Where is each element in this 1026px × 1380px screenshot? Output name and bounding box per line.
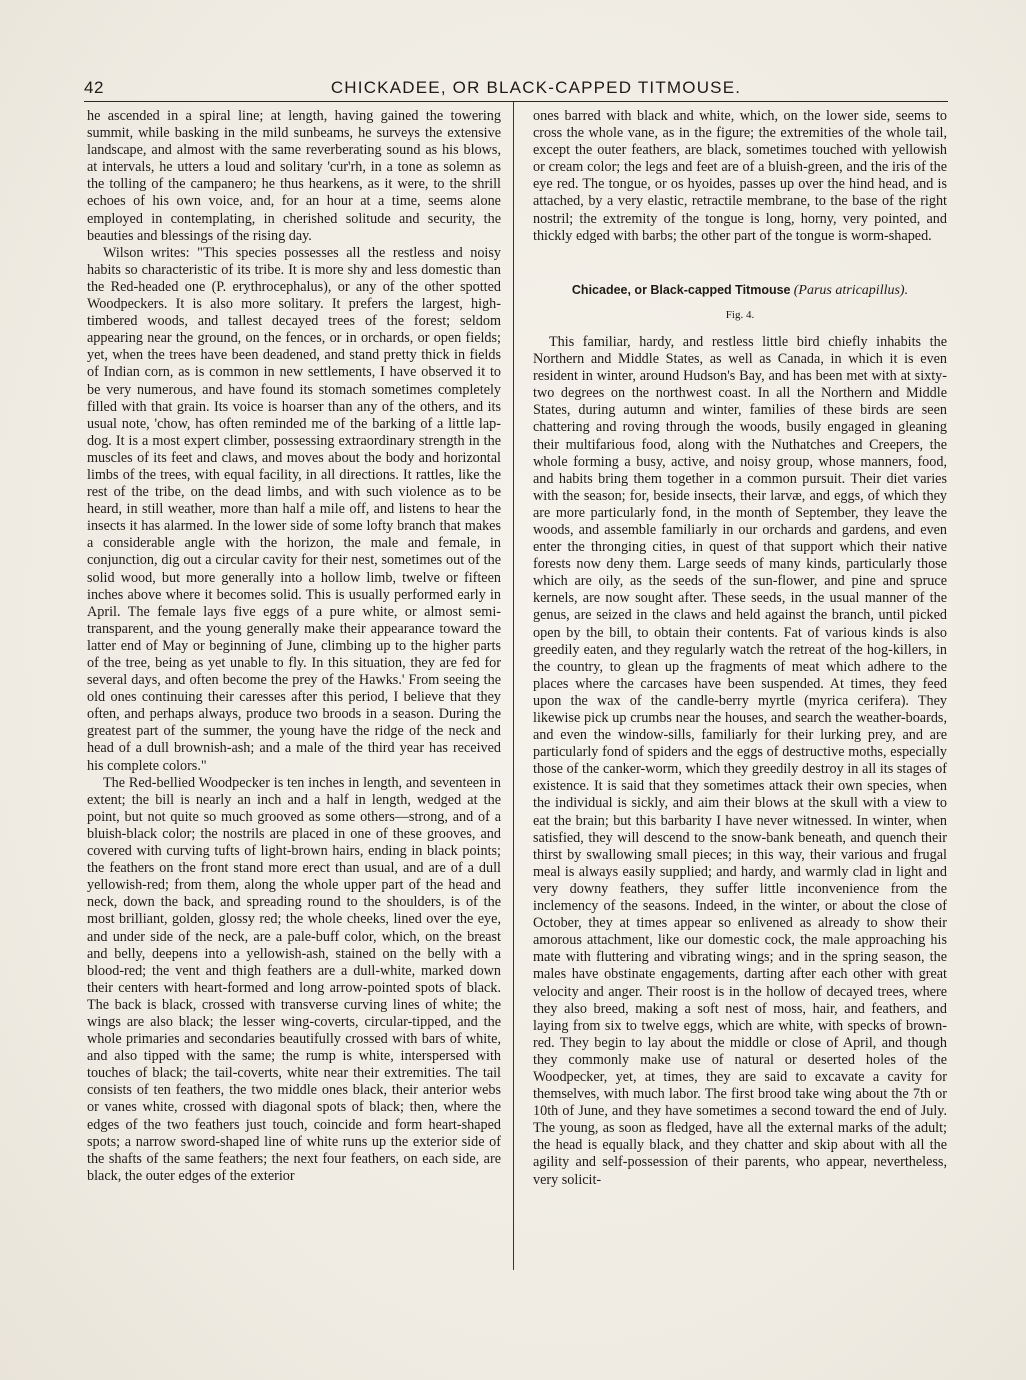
left-paragraph-1: he ascended in a spiral line; at length, having gained the towering summit, while basking in the mild sunbeams, he surveys the extensive landscape, and almost with the same reverberating sound as his blows, at intervals, he utters a loud and solitary 'cur'rh, in a tone as solemn as the tolling of the campanero; he thus hearkens, as it were, to the shrill echoes of his own voice, and, for an hour at a time, seems alone employed in contemplating, in cherished solitude and security, the beauties and blessings of the rising day.: [87, 108, 501, 244]
right-column: [533, 108, 947, 1189]
section-heading-common-name: Chicadee, or Black-capped Titmouse: [571, 282, 791, 297]
left-paragraph-3: The Red-bellied Woodpecker is ten inches in length, and seventeen in extent; the bill is nearly an inch and a half in length, wedged at the point, but not quite so much grooved as some others—strong, and of a bluish-black color; the nostrils are placed in one of these grooves, and covered with curving tufts of light-brown hairs, ending in black points; the feathers on the front stand more erect than usual, and are of a dull yellowish-red; from them, along the whole upper part of the head and neck, down the back, and spreading round to the shoulders, is of the most brilliant, golden, glossy red; the whole cheeks, lined over the eye, and under side of the neck, are a pale-buff color, which, on the breast and belly, deepens into a yellowish-ash, stained on the belly with a blood-red; the vent and thigh feathers are a dull-white, marked down their centers with heart-formed and long arrow-pointed spots of black. The back is black, crossed with transverse curving lines of white; the wings are also black; the lesser wing-coverts, circular-tipped, and the whole primaries and secondaries beautifully crossed with bars of white, and also tipped with the same; the rump is white, interspersed with touches of black; the tail-coverts, white near their extremities. The tail consists of ten feathers, the two middle ones black, their anterior webs or vanes white, crossed with diagonal spots of black; then, where the edges of the two feathers just touch, coincide and form heart-shaped spots; a narrow sword-shaped line of white runs up the exterior side of the shafts of the same feathers; the next four feathers, on each side, are black, the outer edges of the exterior: [87, 774, 501, 1184]
right-paragraph-1: ones barred with black and white, which, on the lower side, seems to cross the whole vane, as in the figure; the extremities of the whole tail, except the outer feathers, are black, sometimes touched with yellowish or cream color; the legs and feet are of a bluish-green, and the iris of the eye red. The tongue, or os hyoides, passes up over the hind head, and is attached, by a very elastic, retractile membrane, to the base of the right nostril; the extremity of the tongue is long, horny, very pointed, and thickly edged with barbs; the other part of the tongue is worm-shaped.: [533, 108, 947, 244]
page-number: 42: [84, 78, 104, 97]
page-header: [84, 74, 948, 100]
column-divider: [513, 102, 514, 1270]
header-rule: [84, 101, 948, 102]
section-heading: [533, 281, 947, 299]
right-paragraph-2: This familiar, hardy, and restless little bird chiefly inhabits the Northern and Middle States, as well as Canada, in which it is even resident in winter, around Hudson's Bay, and has been met with at sixty-two degrees on the northwest coast. In all the Northern and Middle States, during autumn and winter, families of these birds are seen chattering and roving through the woods, busily engaged in gleaning their multifarious food, along with the Nuthatches and Creepers, the whole forming a busy, active, and noisy group, whose manners, food, and habits bring them together in a common pursuit. Their diet varies with the season; for, beside insects, their larvæ, and eggs, of which they are more particularly fond, in the month of September, they leave the woods, and assemble familiarly in our orchards and gardens, and even enter the thronging cities, in quest of that support which their native forests now deny them. Large seeds of many kinds, particularly those which are oily, as the seeds of the sun-flower, and pine and spruce kernels, are now sought after. These seeds, in the usual manner of the genus, are seized in the claws and held against the branch, until picked open by the bill, to obtain their contents. Fat of various kinds is also greedily eaten, and they regularly watch the retreat of the hog-killers, in the country, to glean up the fragments of meat which adhere to the places where the carcases have been suspended. At times, they feed upon the wax of the candle-berry myrtle (myrica cerifera). They likewise pick up crumbs near the houses, and search the weather-boards, and even the window-sills, familiarly for their lurking prey, and are particularly fond of spiders and the eggs of destructive moths, especially those of the canker-worm, which they greedily destroy in all its stages of existence. It is said that they sometimes attack their own species, when the individual is sickly, and aim their blows at the skull with a view to eat the brain; but this barbarity I have never witnessed. In winter, when satisfied, they will descend to the snow-bank beneath, and quench their thirst by swallowing small pieces; in this way, their various and frugal meal is always easily supplied; and hardy, and warmly clad in light and very downy feathers, they suffer little inconvenience from the inclemency of the seasons. Indeed, in the winter, or about the close of October, they at times appear so enlivened as already to show their amorous attachment, like our domestic cock, the male approaching his mate with fluttering and vibrating wings; and in the spring season, the males have obstinate engagements, darting after each other with great velocity and anger. Their roost is in the hollow of decayed trees, where they also breed, making a soft nest of moss, hair, and feathers, and laying from six to twelve eggs, which are white, with specks of brown-red. They begin to lay about the middle or close of April, and though they commonly make use of natural or deserted holes of the Woodpecker, yet, at times, they are said to excavate a cavity for themselves, with much labor. The first brood take wing about the 7th or 10th of June, and they have sometimes a second toward the end of July. The young, as soon as fledged, have all the external marks of the adult; the head is equally black, and they chatter and skip about with all the agility and self-possession of their parents, who appear, nevertheless, very solicit-: [533, 333, 947, 1188]
figure-label: Fig. 4.: [725, 308, 755, 321]
left-column: [87, 108, 501, 1185]
running-title: CHICKADEE, OR BLACK-CAPPED TITMOUSE.: [330, 78, 742, 97]
left-paragraph-2: Wilson writes: "This species possesses all the restless and noisy habits so characteristic of its tribe. It is more shy and less domestic than the Red-headed one (P. erythrocephalus), or any of the other spotted Woodpeckers. It is also more solitary. It prefers the largest, high-timbered woods, and tallest decayed trees of the forest; seldom appearing near the ground, on the fences, or in orchards, or open fields; yet, when the trees have been deadened, and stand pretty thick in fields of Indian corn, as is common in new settlements, I have observed it to be very numerous, and have found its stomach sometimes completely filled with that grain. Its voice is hoarser than any of the others, and its usual note, 'chow, has often reminded me of the barking of a little lap-dog. It is a most expert climber, possessing extraordinary strength in the muscles of its feet and claws, and moves about the body and horizontal limbs of the trees, with equal facility, in all directions. It rattles, like the rest of the tribe, on the dead limbs, and with such violence as to be heard, in still weather, more than half a mile off, and listens to hear the insects it has alarmed. In the lower side of some lofty branch that makes a considerable angle with the horizon, the male and female, in conjunction, dig out a circular cavity for their nest, sometimes out of the solid wood, but more generally into a hollow limb, twelve or fifteen inches above where it becomes solid. This is usually performed early in April. The female lays five eggs of a pure white, or almost semi-transparent, and the young generally make their appearance toward the latter end of May or beginning of June, climbing up to the higher parts of the tree, being as yet unable to fly. In this situation, they are fed for several days, and often become the prey of the Hawks.' From seeing the old ones continuing their caresses after this period, I believe that they often, and perhaps always, produce two broods in a season. During the greatest part of the summer, the young have the ridge of the neck and head of a dull brownish-ash; and a male of the third year has received his complete colors.": [87, 244, 501, 774]
section-heading-latin-name: (Parus atricapillus).: [793, 282, 909, 298]
